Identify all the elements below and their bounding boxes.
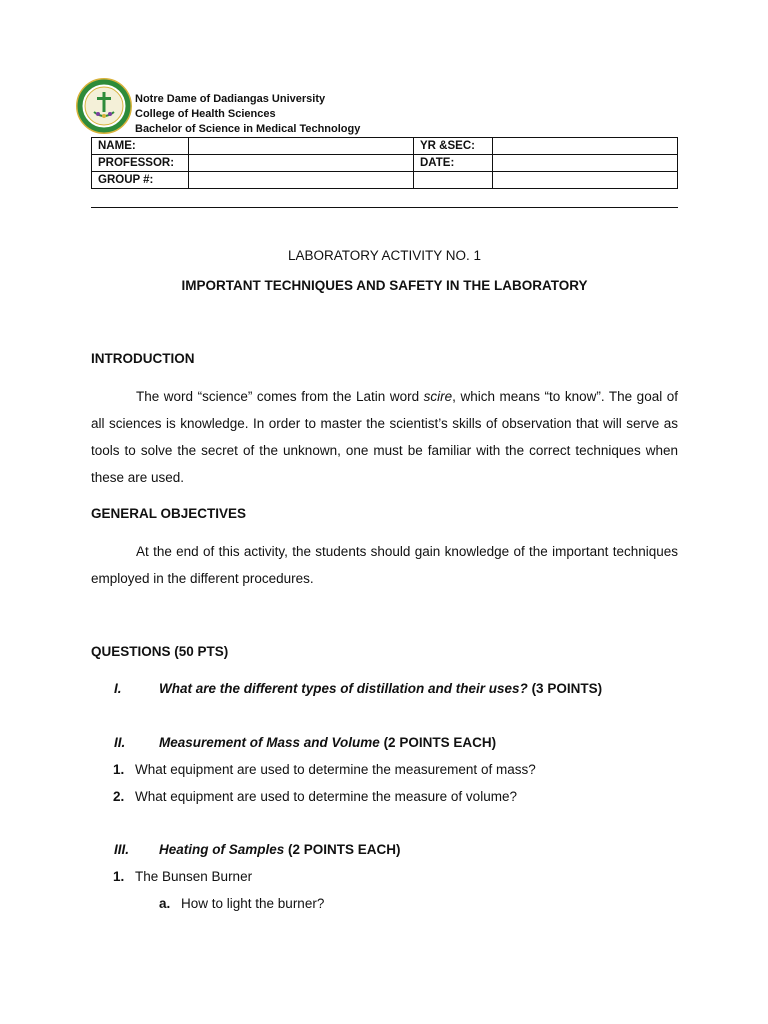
section-title: Heating of Samples [159,842,285,857]
intro-text-end: , which means “to know”. The goal of all sciences is knowledge. In order to master the scientist’s skills of observation that will serve as tools to solve the secret of the unknown, one must be familiar with the correct techniques when these are used. [91,389,679,485]
college-name: College of Health Sciences [135,108,276,120]
yr-sec-field[interactable] [493,138,678,155]
list-item: What equipment are used to determine the measure of volume? [135,789,517,804]
section-numeral: III. [114,842,130,857]
name-field[interactable] [189,138,414,155]
item-number: 2. [113,789,125,804]
section-numeral: II. [114,735,126,750]
introduction-heading: INTRODUCTION [91,351,195,366]
activity-title: IMPORTANT TECHNIQUES AND SAFETY IN THE LABORATORY [181,278,588,293]
date-label: DATE: [414,155,493,172]
questions-heading: QUESTIONS (50 PTS) [91,644,229,659]
objectives-paragraph [91,538,678,592]
section-numeral: I. [114,681,122,696]
section-2-title [159,735,496,750]
list-item: What equipment are used to determine the measurement of mass? [135,762,536,777]
institution-block [135,92,360,137]
item-number: 1. [113,762,125,777]
sub-list-item: How to light the burner? [181,896,325,911]
university-seal-icon [76,78,132,134]
table-row [92,155,678,172]
points-label: (2 POINTS EACH) [379,735,497,750]
points-label: (2 POINTS EACH) [284,842,401,857]
section-3-title [159,842,401,857]
name-label: NAME: [92,138,189,155]
program-name: Bachelor of Science in Medical Technology [135,123,361,135]
activity-number: LABORATORY ACTIVITY NO. 1 [287,248,482,263]
section-1-question [159,681,602,696]
question-text: What are the different types of distillation and their uses? [159,681,528,696]
introduction-paragraph [91,383,678,491]
intro-italic-word: scire [423,389,453,404]
table-row [92,138,678,155]
table-row [92,172,678,189]
professor-label: PROFESSOR: [92,155,189,172]
university-name: Notre Dame of Dadiangas University [135,93,326,105]
date-field[interactable] [493,155,678,172]
sub-item-letter: a. [159,896,171,911]
group-label: GROUP #: [92,172,189,189]
empty-cell [493,172,678,189]
yr-sec-label: YR &SEC: [414,138,493,155]
objectives-text: At the end of this activity, the students should gain knowledge of the important techniques employed in the different procedures. [91,544,678,586]
student-info-table [91,137,678,189]
intro-text-start: The word “science” comes from the Latin word [136,389,424,404]
objectives-heading: GENERAL OBJECTIVES [91,506,247,521]
section-title: Measurement of Mass and Volume [159,735,380,750]
divider [91,207,678,208]
points-label: (3 POINTS) [527,681,603,696]
professor-field[interactable] [189,155,414,172]
item-number: 1. [113,869,125,884]
group-field[interactable] [189,172,414,189]
list-item: The Bunsen Burner [135,869,253,884]
empty-cell [414,172,493,189]
